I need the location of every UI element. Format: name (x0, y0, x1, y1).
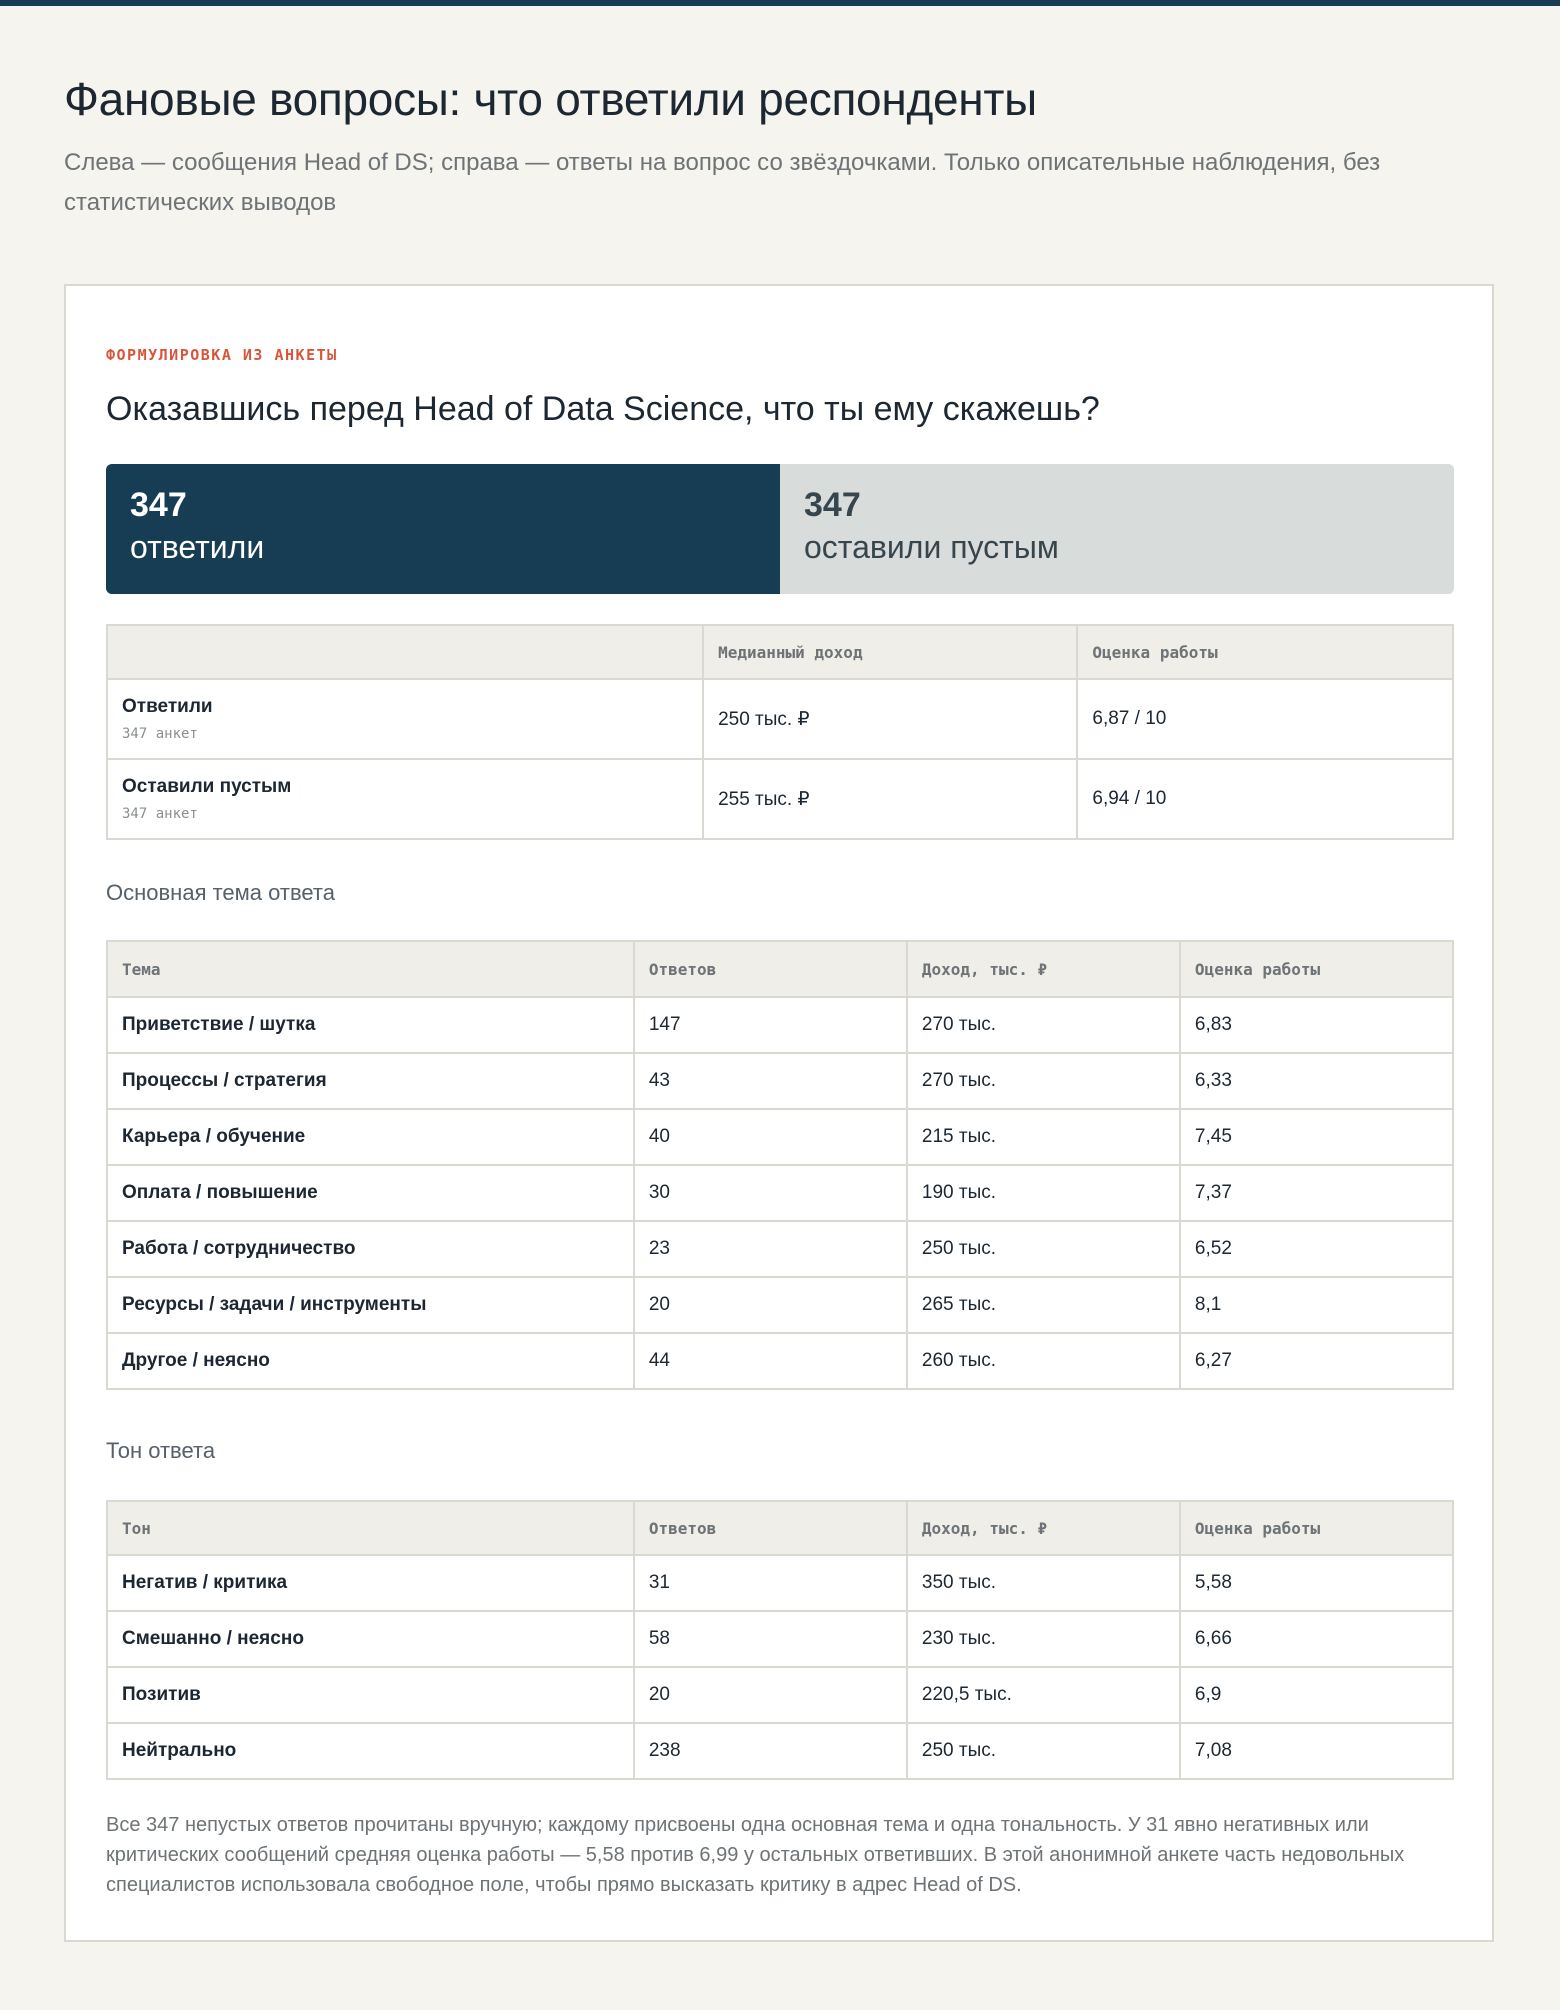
column-header: Медианный доход (703, 625, 1077, 679)
rating-cell: 6,33 (1180, 1053, 1453, 1109)
table-row (107, 1555, 1453, 1611)
table-header-row (107, 1501, 1453, 1555)
count-cell: 44 (634, 1333, 907, 1389)
rating-cell: 7,45 (1180, 1109, 1453, 1165)
count-cell: 23 (634, 1221, 907, 1277)
rating-cell: 6,52 (1180, 1221, 1453, 1277)
tone-cell: Позитив (107, 1667, 634, 1723)
count-cell: 238 (634, 1723, 907, 1779)
theme-cell: Другое / неясно (107, 1333, 634, 1389)
row-label-cell (107, 759, 703, 839)
column-header: Тема (107, 941, 634, 997)
table-row (107, 759, 1453, 839)
column-header: Оценка работы (1077, 625, 1453, 679)
theme-cell: Карьера / обучение (107, 1109, 634, 1165)
column-header: Оценка работы (1180, 941, 1453, 997)
count-cell: 20 (634, 1277, 907, 1333)
income-cell: 215 тыс. (907, 1109, 1180, 1165)
column-header: Доход, тыс. ₽ (907, 1501, 1180, 1555)
row-label: Ответили (122, 696, 213, 717)
income-cell: 265 тыс. (907, 1277, 1180, 1333)
table-row (107, 1165, 1453, 1221)
column-header: Ответов (634, 1501, 907, 1555)
theme-cell: Процессы / стратегия (107, 1053, 634, 1109)
income-cell: 250 тыс. (907, 1723, 1180, 1779)
question-eyebrow: ФОРМУЛИРОВКА ИЗ АНКЕТЫ (106, 346, 338, 364)
table-row (107, 1333, 1453, 1389)
column-header: Доход, тыс. ₽ (907, 941, 1180, 997)
rating-cell: 7,37 (1180, 1165, 1453, 1221)
answered-count: 347 (130, 486, 187, 524)
count-cell: 31 (634, 1555, 907, 1611)
income-cell: 260 тыс. (907, 1333, 1180, 1389)
split-answered-segment (106, 464, 780, 594)
top-accent-bar (0, 0, 1560, 6)
summary-table (106, 624, 1454, 840)
tone-table (106, 1500, 1454, 1780)
table-row (107, 1053, 1453, 1109)
theme-cell: Приветствие / шутка (107, 997, 634, 1053)
theme-cell: Ресурсы / задачи / инструменты (107, 1277, 634, 1333)
row-sublabel: 347 анкет (122, 806, 198, 822)
count-cell: 43 (634, 1053, 907, 1109)
income-cell: 250 тыс. (907, 1221, 1180, 1277)
table-row (107, 679, 1453, 759)
row-sublabel: 347 анкет (122, 726, 198, 742)
rating-cell: 6,87 / 10 (1077, 679, 1453, 759)
income-cell: 350 тыс. (907, 1555, 1180, 1611)
count-cell: 58 (634, 1611, 907, 1667)
income-cell: 220,5 тыс. (907, 1667, 1180, 1723)
table-row (107, 1723, 1453, 1779)
theme-cell: Оплата / повышение (107, 1165, 634, 1221)
rating-cell: 8,1 (1180, 1277, 1453, 1333)
response-split-bar (106, 464, 1454, 594)
question-text: Оказавшись перед Head of Data Science, что ты ему скажешь? (106, 390, 1100, 428)
income-cell: 270 тыс. (907, 997, 1180, 1053)
theme-section-title: Основная тема ответа (106, 880, 335, 905)
column-header: Тон (107, 1501, 634, 1555)
footnote: Все 347 непустых ответов прочитаны вручную; каждому присвоены одна основная тема и одна тональность. У 31 явно негативных или критических сообщений средняя оценка работы — 5,58 против 6,99 у остальных ответивших. В этой анонимной анкете часть недовольных специалистов использовала свободное поле, чтобы прямо высказать критику в адрес Head of DS. (106, 1814, 1405, 1896)
table-row (107, 1109, 1453, 1165)
rating-cell: 5,58 (1180, 1555, 1453, 1611)
income-cell: 190 тыс. (907, 1165, 1180, 1221)
answered-label: ответили (130, 529, 265, 565)
rating-cell: 6,94 / 10 (1077, 759, 1453, 839)
empty-label: оставили пустым (804, 529, 1059, 565)
theme-cell: Работа / сотрудничество (107, 1221, 634, 1277)
tone-section-title: Тон ответа (106, 1438, 216, 1463)
page-subtitle: Слева — сообщения Head of DS; справа — ответы на вопрос со звёздочками. Только описательные наблюдения, без статистических выводов (64, 149, 1381, 216)
tone-cell: Негатив / критика (107, 1555, 634, 1611)
rating-cell: 7,08 (1180, 1723, 1453, 1779)
income-cell: 250 тыс. ₽ (703, 679, 1077, 759)
row-label-cell (107, 679, 703, 759)
count-cell: 147 (634, 997, 907, 1053)
question-card (64, 284, 1494, 1942)
rating-cell: 6,27 (1180, 1333, 1453, 1389)
table-row (107, 997, 1453, 1053)
row-label: Оставили пустым (122, 776, 292, 797)
table-row (107, 1667, 1453, 1723)
count-cell: 30 (634, 1165, 907, 1221)
count-cell: 20 (634, 1667, 907, 1723)
tone-cell: Смешанно / неясно (107, 1611, 634, 1667)
table-header-row (107, 625, 1453, 679)
rating-cell: 6,9 (1180, 1667, 1453, 1723)
empty-count: 347 (804, 486, 861, 524)
income-cell: 255 тыс. ₽ (703, 759, 1077, 839)
tone-cell: Нейтрально (107, 1723, 634, 1779)
table-row (107, 1221, 1453, 1277)
count-cell: 40 (634, 1109, 907, 1165)
table-header-row (107, 941, 1453, 997)
column-header: Оценка работы (1180, 1501, 1453, 1555)
income-cell: 230 тыс. (907, 1611, 1180, 1667)
income-cell: 270 тыс. (907, 1053, 1180, 1109)
theme-table (106, 940, 1454, 1390)
rating-cell: 6,83 (1180, 997, 1453, 1053)
rating-cell: 6,66 (1180, 1611, 1453, 1667)
table-row (107, 1277, 1453, 1333)
page-title: Фановые вопросы: что ответили респонденты (64, 73, 1037, 125)
table-row (107, 1611, 1453, 1667)
split-empty-segment (780, 464, 1454, 594)
column-header: Ответов (634, 941, 907, 997)
column-header (107, 625, 703, 679)
